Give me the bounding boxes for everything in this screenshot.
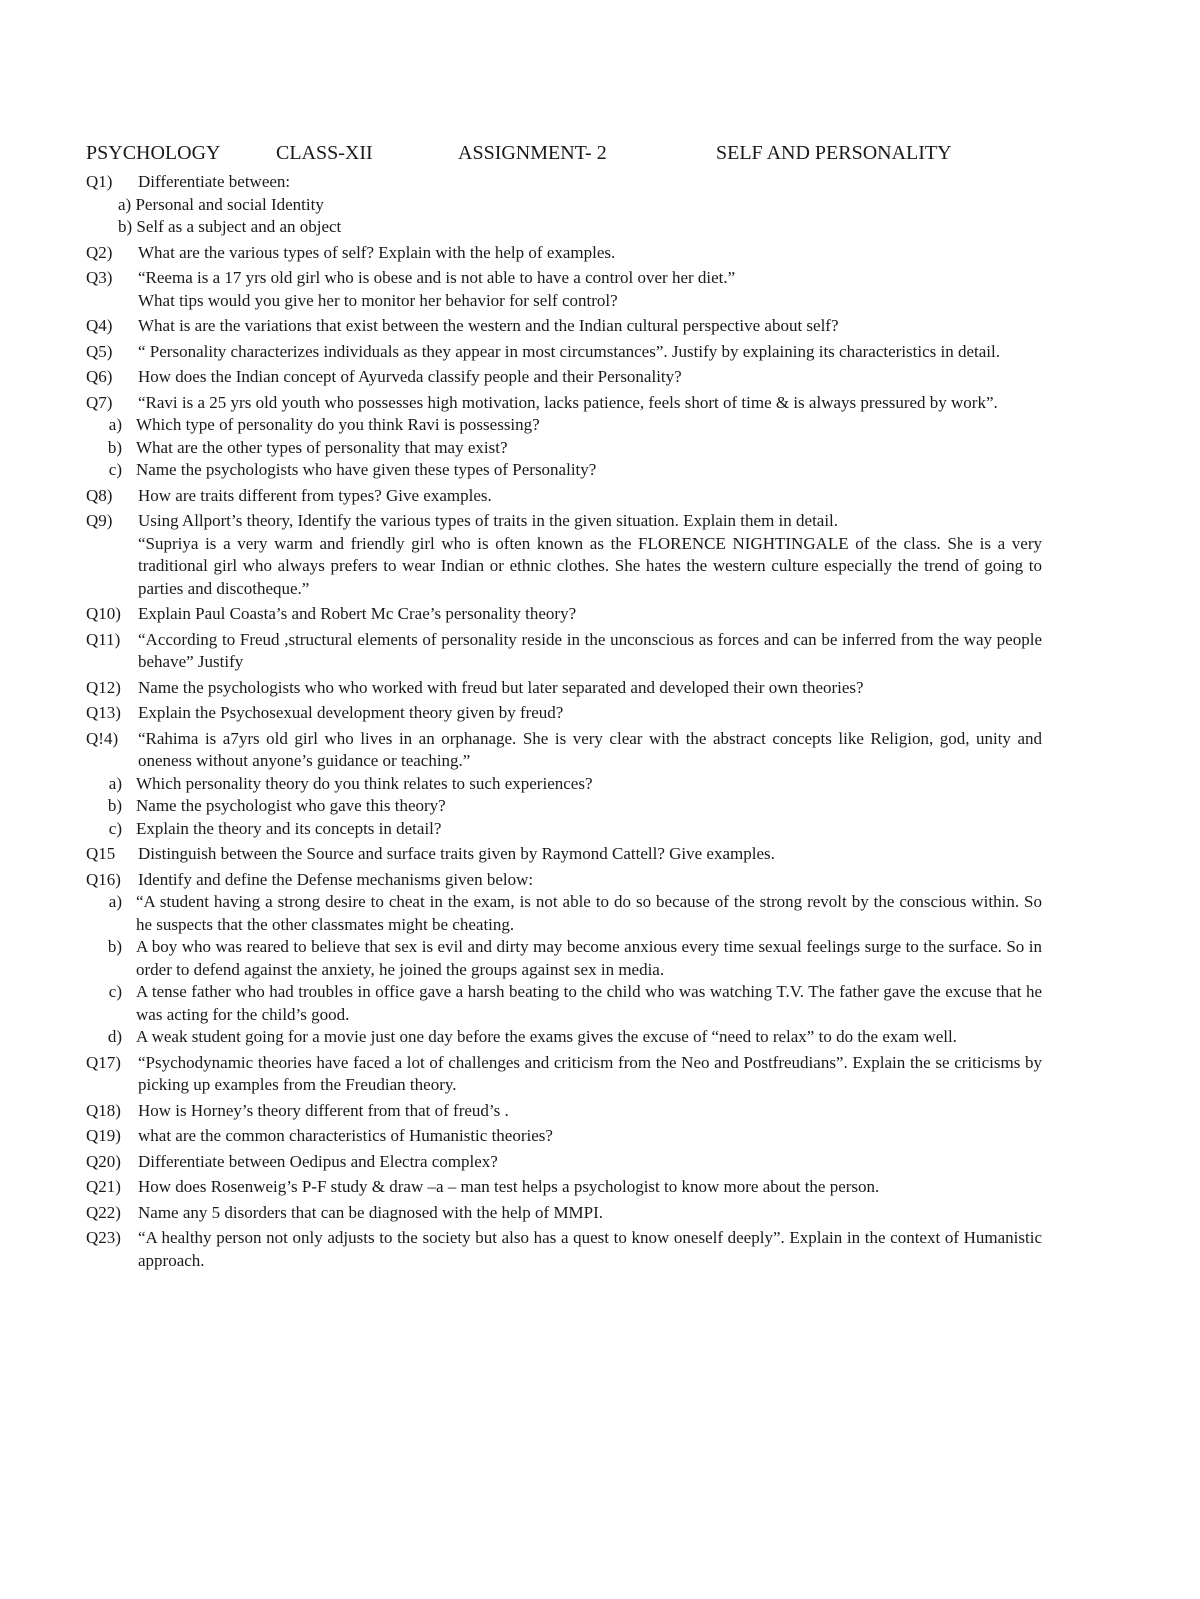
question-22 — [86, 1202, 1042, 1225]
sub-item — [86, 981, 1042, 1026]
sub-item-label: b) — [107, 796, 122, 815]
question-text-continued: What tips would you give her to monitor her behavior for self control? — [138, 290, 618, 310]
sub-item — [86, 1026, 1042, 1049]
question-9 — [86, 510, 1042, 600]
sub-item-label: b) — [107, 437, 122, 457]
question-number: Q12) — [86, 677, 121, 697]
question-text: How is Horney’s theory different from that of freud’s . — [138, 1100, 509, 1120]
question-23 — [86, 1227, 1042, 1272]
question-1 — [86, 171, 1042, 194]
question-text: Name any 5 disorders that can be diagnosed with the help of MMPI. — [138, 1202, 604, 1222]
question-19 — [86, 1125, 1042, 1148]
question-14 — [86, 728, 1042, 773]
sub-item — [86, 414, 1042, 437]
question-text: Distinguish between the Source and surface traits given by Raymond Cattell? Give examples. — [138, 844, 775, 863]
question-16 — [86, 869, 1042, 892]
question-text: Identify and define the Defense mechanisms given below: — [138, 869, 534, 889]
question-text: Explain Paul Coasta’s and Robert Mc Crae’s personality theory? — [138, 604, 577, 623]
sub-item: b) Self as a subject and an object — [118, 217, 342, 236]
question-21 — [86, 1176, 1042, 1199]
question-number: Q23) — [86, 1228, 121, 1247]
header-topic: SELF AND PERSONALITY — [716, 142, 952, 164]
question-number: Q18) — [86, 1100, 121, 1120]
sub-item-label: c) — [108, 460, 122, 479]
question-17 — [86, 1052, 1042, 1097]
question-15 — [86, 843, 1042, 866]
question-4 — [86, 315, 1042, 338]
sub-item: a) Personal and social Identity — [118, 194, 324, 214]
question-text: How does the Indian concept of Ayurveda classify people and their Personality? — [138, 367, 682, 386]
sub-item-text: Explain the theory and its concepts in detail? — [136, 818, 442, 838]
question-text: “According to Freud ,structural elements of personality reside in the unconscious as forces and can be inferred from the way people behave” Justify — [138, 629, 1042, 671]
sub-item-label: c) — [108, 982, 122, 1001]
sub-item-text: “A student having a strong desire to cheat in the exam, is not able to do so because of the strong revolt by the conscious within. So he suspects that the other classmates might be cheating. — [136, 892, 1042, 934]
sub-item-text: What are the other types of personality that may exist? — [136, 437, 508, 457]
question-text: “A healthy person not only adjusts to the society but also has a quest to know oneself deeply”. Explain in the context of Humanistic approach. — [138, 1228, 1042, 1270]
question-text: Name the psychologists who who worked with freud but later separated and developed their own theories? — [138, 677, 864, 697]
page-header — [86, 138, 1042, 168]
sub-item-text: A boy who was reared to believe that sex is evil and dirty may become anxious every time sexual feelings surge to the surface. So in order to defend against the anxiety, he joined the groups against sex in media. — [136, 937, 1042, 979]
question-text: “Rahima is a7yrs old girl who lives in an orphanage. She is very clear with the abstract concepts like Religion, god, unity and oneness without anyone’s guidance or teaching.” — [138, 728, 1042, 770]
sub-item-text: Name the psychologist who gave this theory? — [136, 796, 446, 815]
question-18 — [86, 1100, 1042, 1123]
question-number: Q7) — [86, 392, 113, 412]
question-text: “Reema is a 17 yrs old girl who is obese and is not able to have a control over her diet.” — [138, 268, 736, 287]
sub-item-text: A weak student going for a movie just one day before the exams gives the excuse of “need to relax” to do the exam well. — [136, 1027, 957, 1046]
sub-item-label: a) — [108, 415, 122, 434]
question-number: Q4) — [86, 316, 113, 335]
question-text: “Psychodynamic theories have faced a lot of challenges and criticism from the Neo and Postfreudians”. Explain the se criticisms by picking up examples from the Freudian theory. — [138, 1052, 1042, 1094]
question-number: Q20) — [86, 1151, 121, 1171]
question-text: what are the common characteristics of Humanistic theories? — [138, 1126, 553, 1145]
header-assignment: ASSIGNMENT- 2 — [458, 142, 607, 164]
question-number: Q5) — [86, 341, 113, 361]
question-number: Q3) — [86, 268, 113, 287]
sub-item-text: A tense father who had troubles in office gave a harsh beating to the child who was watching T.V. The father gave the excuse that he was acting for the child’s good. — [136, 982, 1042, 1024]
question-number: Q17) — [86, 1052, 121, 1072]
question-number: Q22) — [86, 1202, 121, 1222]
question-number: Q21) — [86, 1177, 121, 1196]
question-text: What are the various types of self? Explain with the help of examples. — [138, 242, 616, 262]
question-text: How are traits different from types? Give examples. — [138, 485, 492, 505]
question-text: Differentiate between Oedipus and Electra complex? — [138, 1151, 498, 1171]
question-number: Q8) — [86, 485, 113, 505]
question-7-sub-items — [86, 414, 1042, 482]
question-number: Q15 — [86, 844, 116, 863]
question-10 — [86, 603, 1042, 626]
sub-item — [86, 459, 1042, 482]
question-number: Q10) — [86, 604, 121, 623]
question-7 — [86, 392, 1042, 415]
question-3 — [86, 267, 1042, 312]
header-subject: PSYCHOLOGY — [86, 142, 221, 164]
sub-item-text: Which type of personality do you think Ravi is possessing? — [136, 415, 540, 434]
sub-item — [86, 795, 1042, 818]
sub-item-label: b) — [107, 937, 122, 956]
question-number: Q!4) — [86, 728, 119, 748]
question-text: How does Rosenweig’s P-F study & draw –a – man test helps a psychologist to know more about the person. — [138, 1177, 880, 1196]
sub-item — [86, 437, 1042, 460]
question-number: Q11) — [86, 629, 121, 649]
question-12 — [86, 677, 1042, 700]
question-14-sub-items — [86, 773, 1042, 841]
sub-item-label: a) — [108, 773, 122, 793]
question-20 — [86, 1151, 1042, 1174]
question-text: What is are the variations that exist between the western and the Indian cultural perspective about self? — [138, 316, 839, 335]
question-text: Using Allport’s theory, Identify the various types of traits in the given situation. Explain them in detail. — [138, 511, 839, 530]
sub-item-label: a) — [108, 892, 122, 911]
sub-item — [86, 891, 1042, 936]
question-number: Q6) — [86, 367, 113, 386]
question-13 — [86, 702, 1042, 725]
sub-item-text: Which personality theory do you think relates to such experiences? — [136, 773, 593, 793]
question-2 — [86, 242, 1042, 265]
question-8 — [86, 485, 1042, 508]
question-6 — [86, 366, 1042, 389]
question-text: Explain the Psychosexual development theory given by freud? — [138, 703, 564, 722]
question-number: Q1) — [86, 172, 113, 191]
sub-item — [86, 773, 1042, 796]
question-text: “ Personality characterizes individuals as they appear in most circumstances”. Justify by explaining its characteristics in detail. — [138, 341, 1001, 361]
question-text: Differentiate between: — [138, 172, 291, 191]
question-text: “Ravi is a 25 yrs old youth who possesses high motivation, lacks patience, feels short of time & is always pressured by work”. — [138, 392, 998, 412]
question-number: Q19) — [86, 1126, 121, 1145]
question-5 — [86, 341, 1042, 364]
sub-item-label: d) — [107, 1027, 122, 1046]
question-11 — [86, 629, 1042, 674]
sub-item-label: c) — [108, 818, 122, 838]
question-text-continued: “Supriya is a very warm and friendly girl who is often known as the FLORENCE NIGHTINGALE of the class. She is a very traditional girl who always prefers to wear Indian or ethnic clothes. She hates the western culture especially the trend of going to parties and discotheque.” — [138, 533, 1042, 598]
question-16-sub-items — [86, 891, 1042, 1049]
question-number: Q2) — [86, 242, 113, 262]
question-number: Q9) — [86, 511, 113, 530]
assignment-page — [86, 138, 1042, 1272]
sub-item — [86, 818, 1042, 841]
question-number: Q16) — [86, 869, 121, 889]
sub-item-text: Name the psychologists who have given these types of Personality? — [136, 460, 597, 479]
sub-item — [86, 936, 1042, 981]
question-number: Q13) — [86, 703, 121, 722]
header-class: CLASS-XII — [276, 142, 373, 164]
